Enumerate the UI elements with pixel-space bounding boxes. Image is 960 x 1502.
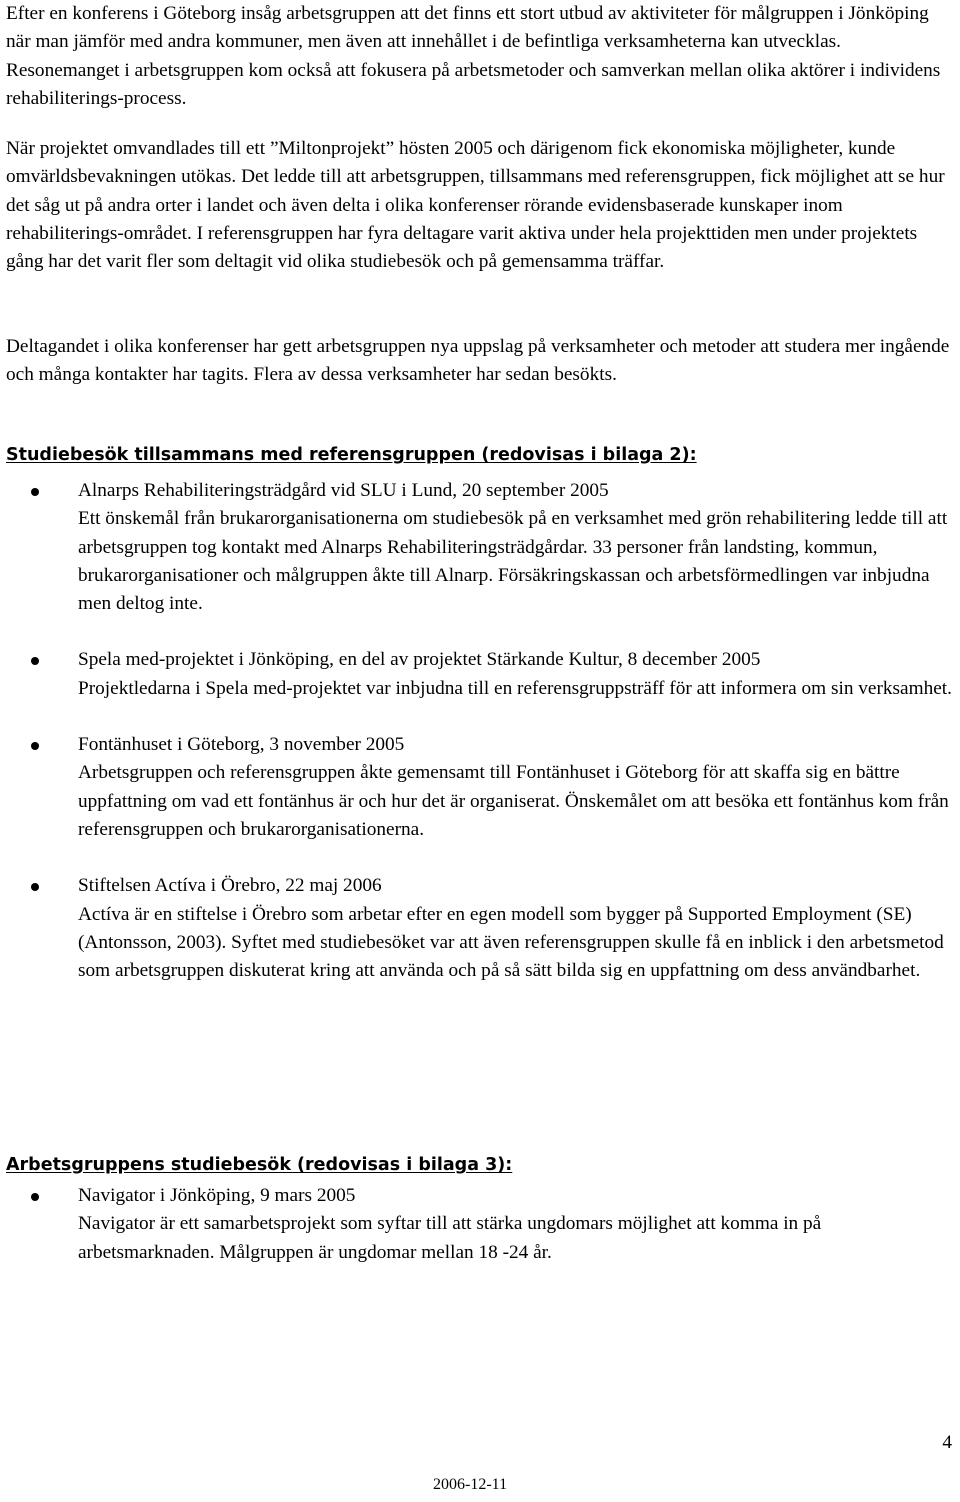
- visit-description: Projektledarna i Spela med-projektet var inbjudna till en referensgruppsträff för att informera om sin verksamhet.: [78, 677, 952, 699]
- visit-description: Actíva är en stiftelse i Örebro som arbetar efter en egen modell som bygger på Supported Employment (SE) (Antonsson, 2003). Syftet med studiebesöket var att även referensgruppen skulle få en inblick i den arbetsmetod som arbetsgruppen diskuterat kring att använda och på så sätt bilda sig en uppfattning om dess användbarhet.: [78, 903, 944, 982]
- page-number: 4: [942, 1432, 952, 1453]
- bullet-icon: [31, 657, 39, 665]
- section-heading-studiebesok-referensgruppen: Studiebesök tillsammans med referensgruppen (redovisas i bilaga 2):: [6, 445, 697, 465]
- visit-description: Arbetsgruppen och referensgruppen åkte gemensamt till Fontänhuset i Göteborg för att skaffa sig en bättre uppfattning om vad ett fontänhus är och hur det är organiserat. Önskemålet om att besöka ett fontänhus kom från referensgruppen och brukarorganisationerna.: [78, 762, 949, 840]
- section-heading-arbetsgruppens-studiebesok: Arbetsgruppens studiebesök (redovisas i bilaga 3):: [6, 1155, 513, 1175]
- list-spacer: [6, 618, 956, 646]
- visit-description: Ett önskemål från brukarorganisationerna om studiebesök på en verksamhet med grön rehabilitering ledde till att arbetsgruppen tog kontakt med Alnarps Rehabiliteringsträdgårdar. 33 personer från landsting, kommun, brukarorganisationer och målgruppen åkte till Alnarp. Försäkringskassan och arbetsförmedlingen var inbjudna men deltog inte.: [78, 508, 948, 615]
- paragraph-deltagandet: Deltagandet i olika konferenser har gett arbetsgruppen nya uppslag på verksamheter och metoder att studera mer ingående och många kontakter har tagits. Flera av dessa verksamheter har sedan besökts.: [6, 336, 950, 386]
- bullet-icon: [31, 488, 39, 496]
- list-item-activa: [6, 872, 956, 985]
- visit-title: Alnarps Rehabiliteringsträdgård vid SLU i Lund, 20 september 2005: [78, 480, 609, 501]
- list-item-fontanhuset: [6, 731, 956, 844]
- visit-title: Stiftelsen Actíva i Örebro, 22 maj 2006: [78, 875, 382, 897]
- paragraph-konferens: Efter en konferens i Göteborg insåg arbetsgruppen att det finns ett stort utbud av aktiviteter för målgruppen i Jönköping när man jämför med andra kommuner, men även att innehållet i de befintliga verksamheterna kan utvecklas. Resonemanget i arbetsgruppen kom också att fokusera på arbetsmetoder och samverkan mellan olika aktörer i individens rehabiliterings-process.: [6, 3, 941, 109]
- visit-title: Spela med-projektet i Jönköping, en del av projektet Stärkande Kultur, 8 december 2005: [78, 649, 761, 671]
- visit-title: Fontänhuset i Göteborg, 3 november 2005: [78, 734, 405, 756]
- footer-date: 2006-12-11: [433, 1476, 508, 1493]
- paragraph-miltonprojekt: När projektet omvandlades till ett ”Miltonprojekt” hösten 2005 och därigenom fick ekonomiska möjligheter, kunde omvärldsbevakningen utökas. Det ledde till att arbetsgruppen, tillsammans med referensgruppen, fick möjlighet att se hur det såg ut på andra orter i landet och även delta i olika konferenser rörande evidensbaserade kunskaper inom rehabiliterings-området. I referensgruppen har fyra deltagare varit aktiva under hela projekttiden men under projektets gång har det varit fler som deltagit vid olika studiebesök och på gemensamma träffar.: [6, 138, 945, 273]
- list-spacer: [6, 703, 956, 731]
- bullet-icon: [31, 742, 39, 750]
- visit-list-arbetsgruppen: [6, 1182, 956, 1267]
- list-item-alnarp: [6, 477, 956, 618]
- bullet-icon: [31, 1193, 39, 1201]
- visit-description: Navigator är ett samarbetsprojekt som syftar till att stärka ungdomars möjlighet att komma in på arbetsmarknaden. Målgruppen är ungdomar mellan 18 -24 år.: [78, 1213, 822, 1263]
- list-spacer: [6, 844, 956, 872]
- visit-title: Navigator i Jönköping, 9 mars 2005: [78, 1185, 356, 1206]
- bullet-icon: [31, 883, 39, 891]
- list-item-spela-med: [6, 646, 956, 703]
- list-item-navigator: [6, 1182, 956, 1267]
- visit-list-referensgruppen: [6, 477, 956, 985]
